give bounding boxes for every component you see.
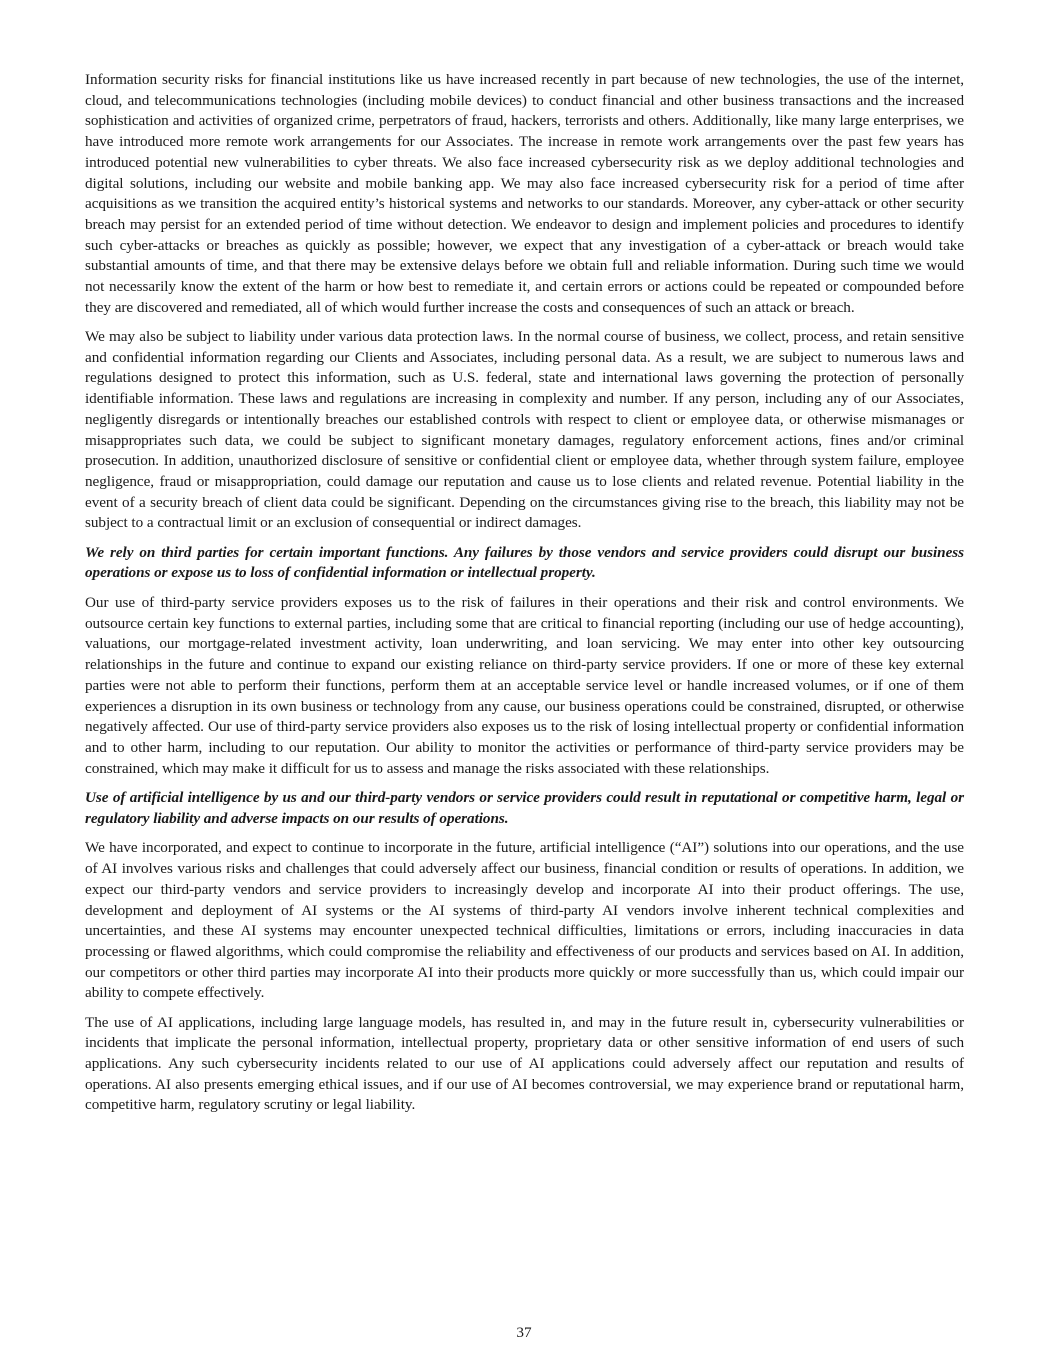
- paragraph-third-party-providers: Our use of third-party service providers exposes us to the risk of failures in their operations and their risk and control environments. We outsource certain key functions to external parties, including some that are critical to financial reporting (including our use of hedge accounting), valuations, our mortgage-related investment activity, loan underwriting, and loan servicing. We may enter into other key outsourcing relationships in the future and continue to expand our existing reliance on third-party service providers. If one or more of these key external parties were not able to perform their functions, perform them at an acceptable service level or handle increased volumes, or if one of them experiences a disruption in its own business or technology from any cause, our business operations could be constrained, disrupted, or otherwise negatively affected. Our use of third-party service providers also exposes us to the risk of losing intellectual property or confidential information and to other harm, including to our reputation. Our ability to monitor the activities or performance of third-party service providers may be constrained, which may make it difficult for us to assess and manage the risks associated with these relationships.: [85, 594, 964, 777]
- document-body: [85, 70, 964, 1125]
- paragraph-information-security-risks: Information security risks for financial institutions like us have increased recently in part because of new technologies, the use of the internet, cloud, and telecommunications technologies (including mobile devices) to conduct financial and other business transactions and the increased sophistication and activities of organized crime, perpetrators of fraud, hackers, terrorists and others. Additionally, like many large enterprises, we have introduced more remote work arrangements for our Associates. The increase in remote work arrangements over the past few years has introduced potential new vulnerabilities to cyber threats. We also face increased cybersecurity risk as we deploy additional technologies and digital solutions, including our website and mobile banking app. We may also face increased cybersecurity risk for a period of time after acquisitions as we transition the acquired entity’s historical systems and networks to our standards. Moreover, any cyber-attack or other security breach may persist for an extended period of time without detection. We endeavor to design and implement policies and procedures to identify such cyber-attacks or breaches as quickly as possible; however, we expect that any investigation of a cyber-attack or breach would take substantial amounts of time, and that there may be extensive delays before we obtain full and reliable information. During such time we would not necessarily know the extent of the harm or how best to remediate it, and certain errors or actions could be repeated or compounded before they are discovered and remediated, all of which would further increase the costs and consequences of such an attack or breach.: [85, 71, 964, 316]
- heading-artificial-intelligence: Use of artificial intelligence by us and our third-party vendors or service providers could result in reputational or competitive harm, legal or regulatory liability and adverse impacts on our results of operations.: [85, 788, 964, 827]
- paragraph-data-protection-liability: We may also be subject to liability under various data protection laws. In the normal course of business, we collect, process, and retain sensitive and confidential information regarding our Clients and Associates, including personal data. As a result, we are subject to numerous laws and regulations designed to protect this information, such as U.S. federal, state and international laws governing the protection of personally identifiable information. These laws and regulations are increasing in complexity and number. If any person, including any of our Associates, negligently disregards or intentionally breaches our established controls with respect to client or employee data, or otherwise mismanages or misappropriates such data, we could be subject to significant monetary damages, regulatory enforcement actions, fines and/or criminal prosecution. In addition, unauthorized disclosure of sensitive or confidential client or employee data, whether through system failure, employee negligence, fraud or misappropriation, could damage our reputation and cause us to lose clients and related revenue. Potential liability in the event of a security breach of client data could be significant. Depending on the circumstances giving rise to the breach, this liability may not be subject to a contractual limit or an exclusion of consequential or indirect damages.: [85, 328, 964, 532]
- heading-third-party-reliance: We rely on third parties for certain important functions. Any failures by those vendors and service providers could disrupt our business operations or expose us to loss of confidential information or intellectual property.: [85, 543, 964, 582]
- page-number: 37: [516, 1324, 532, 1341]
- paragraph-ai-cybersecurity: The use of AI applications, including large language models, has resulted in, and may in the future result in, cybersecurity vulnerabilities or incidents that implicate the personal information, intellectual property, proprietary data or other sensitive information of end users of such applications. Any such cybersecurity incidents related to our use of AI applications could adversely affect our reputation and results of operations. AI also presents emerging ethical issues, and if our use of AI becomes controversial, we may experience brand or reputational harm, competitive harm, regulatory scrutiny or legal liability.: [85, 1013, 964, 1114]
- paragraph-ai-incorporation: We have incorporated, and expect to continue to incorporate in the future, artificial intelligence (“AI”) solutions into our operations, and the use of AI involves various risks and challenges that could adversely affect our business, financial condition or results of operations. In addition, we expect our third-party vendors and service providers to increasingly develop and incorporate AI into their product offerings. The use, development and deployment of AI systems or the AI systems of third-party AI vendors involve inherent technical complexities and uncertainties, and these AI systems may encounter unexpected technical difficulties, limitations or errors, including inaccuracies in data processing or flawed algorithms, which could compromise the reliability and effectiveness of our products and services based on AI. In addition, our competitors or other third parties may incorporate AI into their products more quickly or more successfully than us, which could impair our ability to compete effectively.: [85, 839, 964, 1002]
